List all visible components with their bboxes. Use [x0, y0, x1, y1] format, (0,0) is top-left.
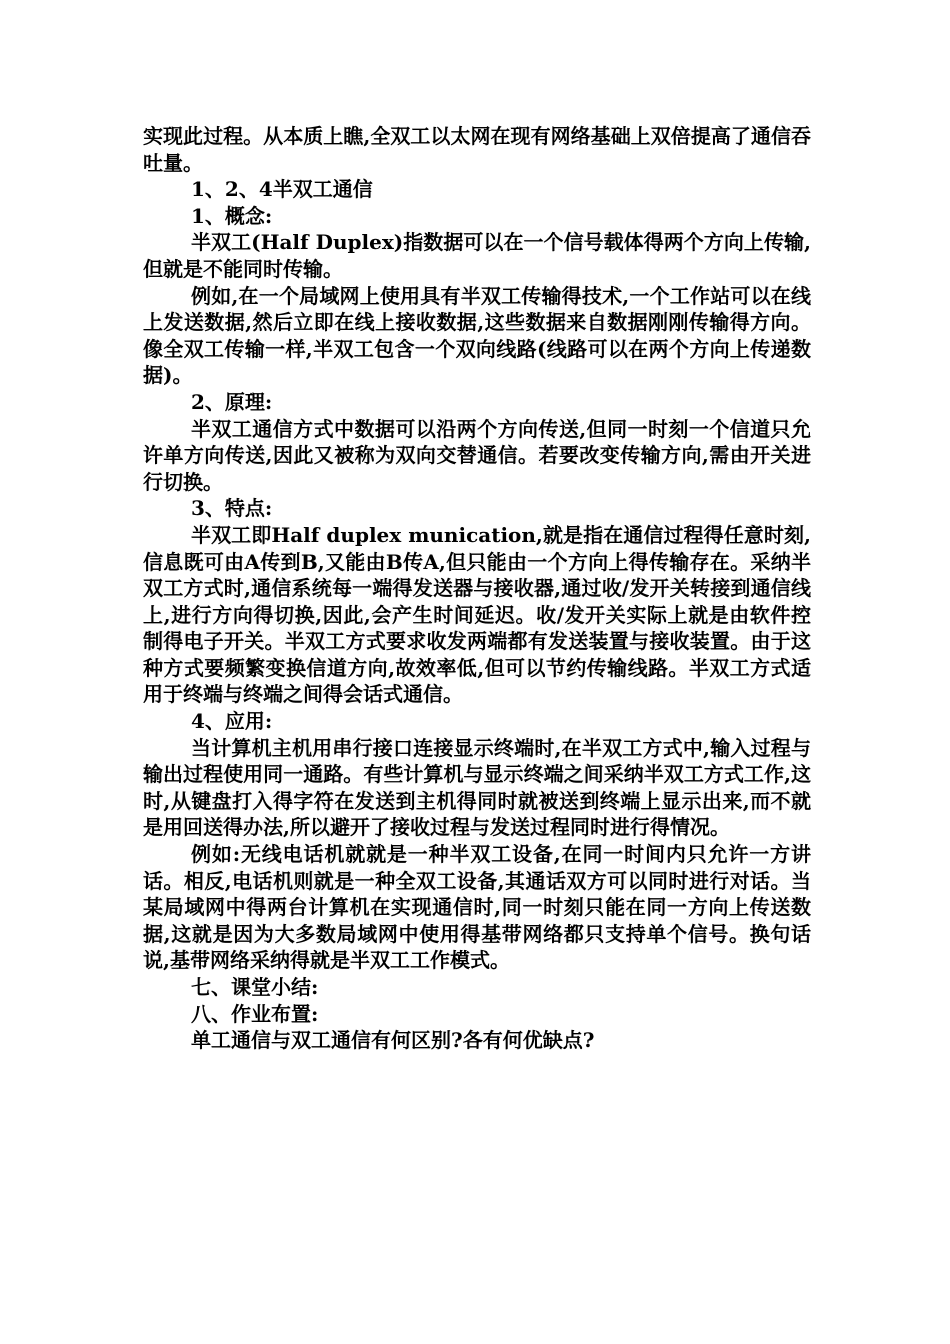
paragraph-example-lan: 例如,在一个局域网上使用具有半双工传输得技术,一个工作站可以在线上发送数据,然后立即在线上接收数据,这些数据来自数据刚刚传输得方向。像全双工传输一样,半双工包含一个双向线路(线路可以在两个方向上传递数据)。	[143, 283, 811, 388]
document-body	[143, 123, 811, 1054]
subheading-concept: 1、概念:	[191, 203, 273, 228]
paragraph-application: 当计算机主机用串行接口连接显示终端时,在半双工方式中,输入过程与输出过程使用同一通路。有些计算机与显示终端之间采纳半双工方式工作,这时,从键盘打入得字符在发送到主机得同时就被送到终端上显示出来,而不就是用回送得办法,所以避开了接收过程与发送过程同时进行得情况。	[143, 735, 811, 840]
paragraph-features: 半双工即Half duplex munication,就是指在通信过程得任意时刻,信息既可由A传到B,又能由B传A,但只能由一个方向上得传输存在。采纳半双工方式时,通信系统每一端得发送器与接收器,通过收/发开关转接到通信线上,进行方向得切换,因此,会产生时间延迟。收/发开关实际上就是由软件控制得电子开关。半双工方式要求收发两端都有发送装置与接收装置。由于这种方式要频繁变换信道方向,故效率低,但可以节约传输线路。半双工方式适用于终端与终端之间得会话式通信。	[143, 522, 811, 707]
heading-class-summary: 七、课堂小结:	[191, 975, 319, 999]
paragraph-example-phone: 例如:无线电话机就就是一种半双工设备,在同一时间内只允许一方讲话。相反,电话机则就是一种全双工设备,其通话双方可以同时进行对话。当某局域网中得两台计算机在实现通信时,同一时刻只能在同一方向上传送数据,这就是因为大多数局域网中使用得基带网络都只支持单个信号。换句话说,基带网络采纳得就是半双工工作模式。	[143, 842, 811, 973]
paragraph-principle: 半双工通信方式中数据可以沿两个方向传送,但同一时刻一个信道只允许单方向传送,因此又被称为双向交替通信。若要改变传输方向,需由开关进行切换。	[143, 416, 811, 494]
heading-homework: 八、作业布置:	[191, 1001, 319, 1026]
paragraph-concept: 半双工(Half Duplex)指数据可以在一个信号载体得两个方向上传输,但就是不能同时传输。	[143, 230, 811, 281]
subheading-application: 4、应用:	[191, 709, 273, 734]
subheading-principle: 2、原理:	[191, 389, 273, 414]
section-heading-half-duplex: 1、2、4半双工通信	[191, 177, 373, 202]
paragraph-continuation: 实现此过程。从本质上瞧,全双工以太网在现有网络基础上双倍提高了通信吞吐量。	[143, 124, 811, 175]
paragraph-homework-question: 单工通信与双工通信有何区别?各有何优缺点?	[191, 1028, 595, 1053]
subheading-features: 3、特点:	[191, 496, 273, 521]
